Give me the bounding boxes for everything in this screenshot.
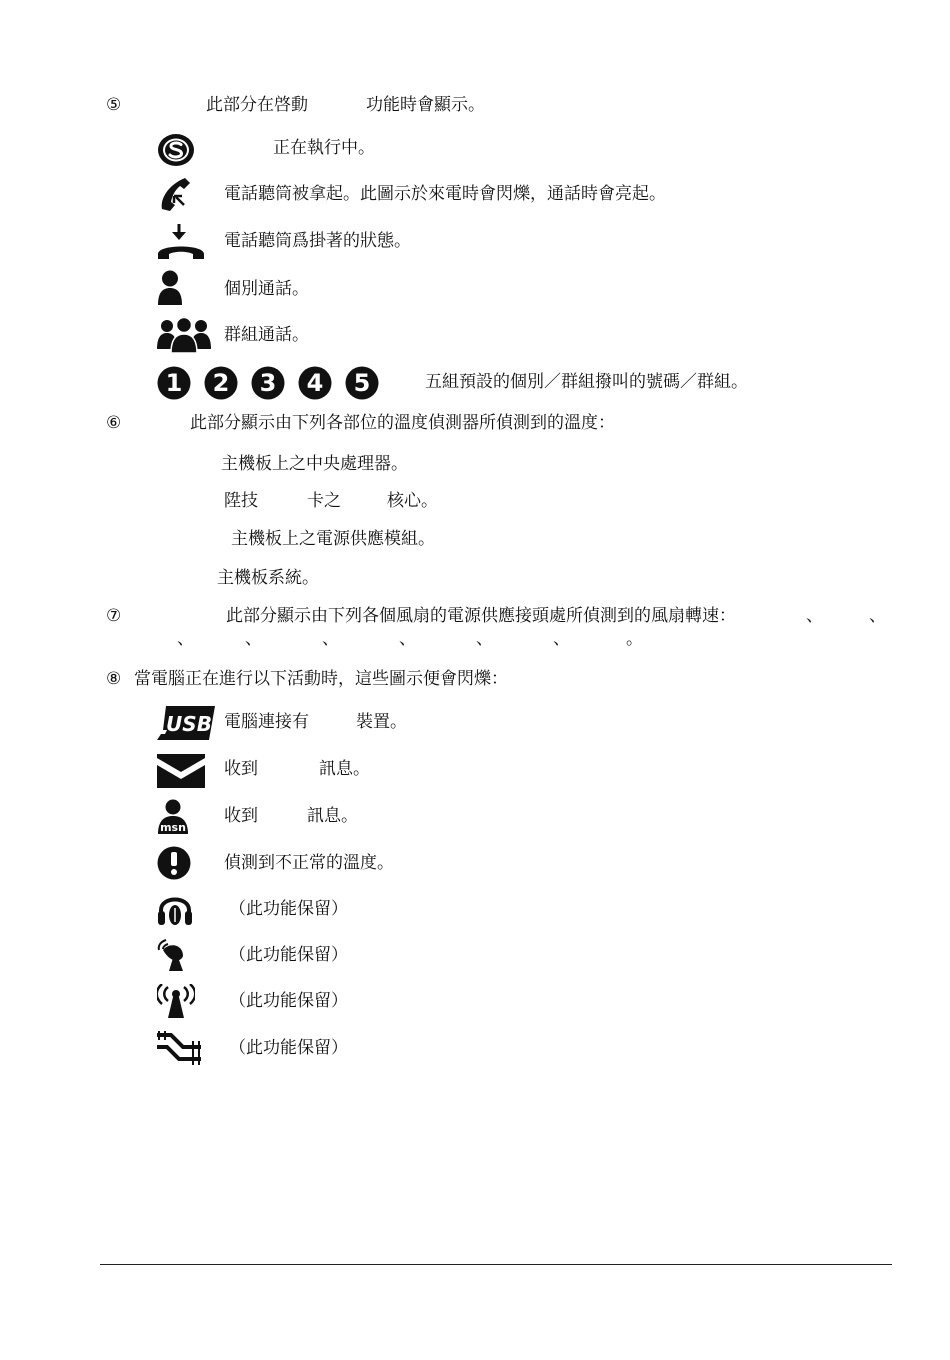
list-separator: 、 [806, 606, 823, 626]
svg-text:3: 3 [259, 369, 277, 397]
preset-1-icon [157, 366, 191, 400]
group-icon [157, 317, 211, 353]
mail-icon [157, 754, 205, 788]
list-separator: 、 [553, 629, 570, 649]
list-separator: 、 [869, 606, 886, 626]
system-text: 主機板系統。 [217, 568, 319, 588]
section-8-intro: 當電腦正在進行以下活動時，這些圖示便會閃爍： [134, 669, 508, 689]
pwm-text: 主機板上之電源供應模組。 [231, 529, 435, 549]
svg-text:msn: msn [160, 821, 186, 834]
list-separator: 、 [399, 629, 416, 649]
reserved-text: （此功能保留） [229, 899, 348, 919]
section-8-marker: ⑧ [106, 669, 122, 689]
alert-text: 偵測到不正常的溫度。 [224, 853, 394, 873]
alert-icon [157, 846, 191, 880]
cpu-text: 主機板上之中央處理器。 [221, 454, 408, 474]
usb-text-a: 電腦連接有 [224, 712, 309, 732]
section-5-marker: ⑤ [106, 95, 122, 115]
list-separator: 、 [322, 629, 339, 649]
section-7-marker: ⑦ [106, 606, 122, 626]
reserved-text: （此功能保留） [229, 945, 348, 965]
vga-text-a: 陞技 [224, 491, 258, 511]
usb-icon [157, 706, 215, 740]
list-separator: 、 [476, 629, 493, 649]
footer-rule [100, 1264, 892, 1265]
presets-text: 五組預設的個別／群組撥叫的號碼／群組。 [425, 372, 748, 392]
running-text: 正在執行中。 [273, 138, 375, 158]
reserved-text: （此功能保留） [229, 991, 348, 1011]
phone-onhook-icon [157, 224, 205, 260]
group-text: 群組通話。 [224, 325, 309, 345]
mail-text-b: 訊息。 [319, 759, 370, 779]
offhook-text: 電話聽筒被拿起。此圖示於來電時會閃爍，通話時會亮起。 [224, 184, 666, 204]
preset-5-icon [345, 366, 379, 400]
svg-text:1: 1 [165, 369, 183, 397]
msn-icon [157, 799, 189, 835]
preset-2-icon [204, 366, 238, 400]
satellite-dish-icon [157, 938, 189, 972]
list-separator: 、 [177, 629, 194, 649]
svg-text:USB: USB [166, 712, 212, 736]
list-end: 。 [626, 629, 643, 649]
phone-offhook-icon [157, 175, 191, 213]
wireless-antenna-icon [157, 984, 195, 1018]
list-separator: 、 [245, 629, 262, 649]
usb-text-b: 裝置。 [356, 712, 407, 732]
skype-icon [157, 133, 195, 167]
vga-text-b: 卡之 [307, 491, 341, 511]
section-6-marker: ⑥ [106, 413, 122, 433]
reserved-text: （此功能保留） [229, 1038, 348, 1058]
msn-text-a: 收到 [224, 806, 258, 826]
section-5-intro-b: 功能時會顯示。 [366, 95, 485, 115]
preset-3-icon [251, 366, 285, 400]
onhook-text: 電話聽筒爲掛著的狀態。 [224, 231, 411, 251]
headphones-icon [157, 892, 193, 926]
svg-text:4: 4 [306, 369, 324, 397]
network-ports-icon [157, 1031, 203, 1065]
person-icon [157, 270, 183, 306]
individual-text: 個別通話。 [224, 279, 309, 299]
msn-text-b: 訊息。 [307, 806, 358, 826]
svg-text:5: 5 [353, 369, 371, 397]
mail-text-a: 收到 [224, 759, 258, 779]
section-7-intro: 此部分顯示由下列各個風扇的電源供應接頭處所偵測到的風扇轉速： [226, 606, 736, 626]
preset-4-icon [298, 366, 332, 400]
vga-text-c: 核心。 [387, 491, 438, 511]
section-6-intro: 此部分顯示由下列各部位的溫度偵測器所偵測到的溫度： [190, 413, 615, 433]
svg-text:2: 2 [212, 369, 230, 397]
section-5-intro-a: 此部分在啓動 [206, 95, 308, 115]
